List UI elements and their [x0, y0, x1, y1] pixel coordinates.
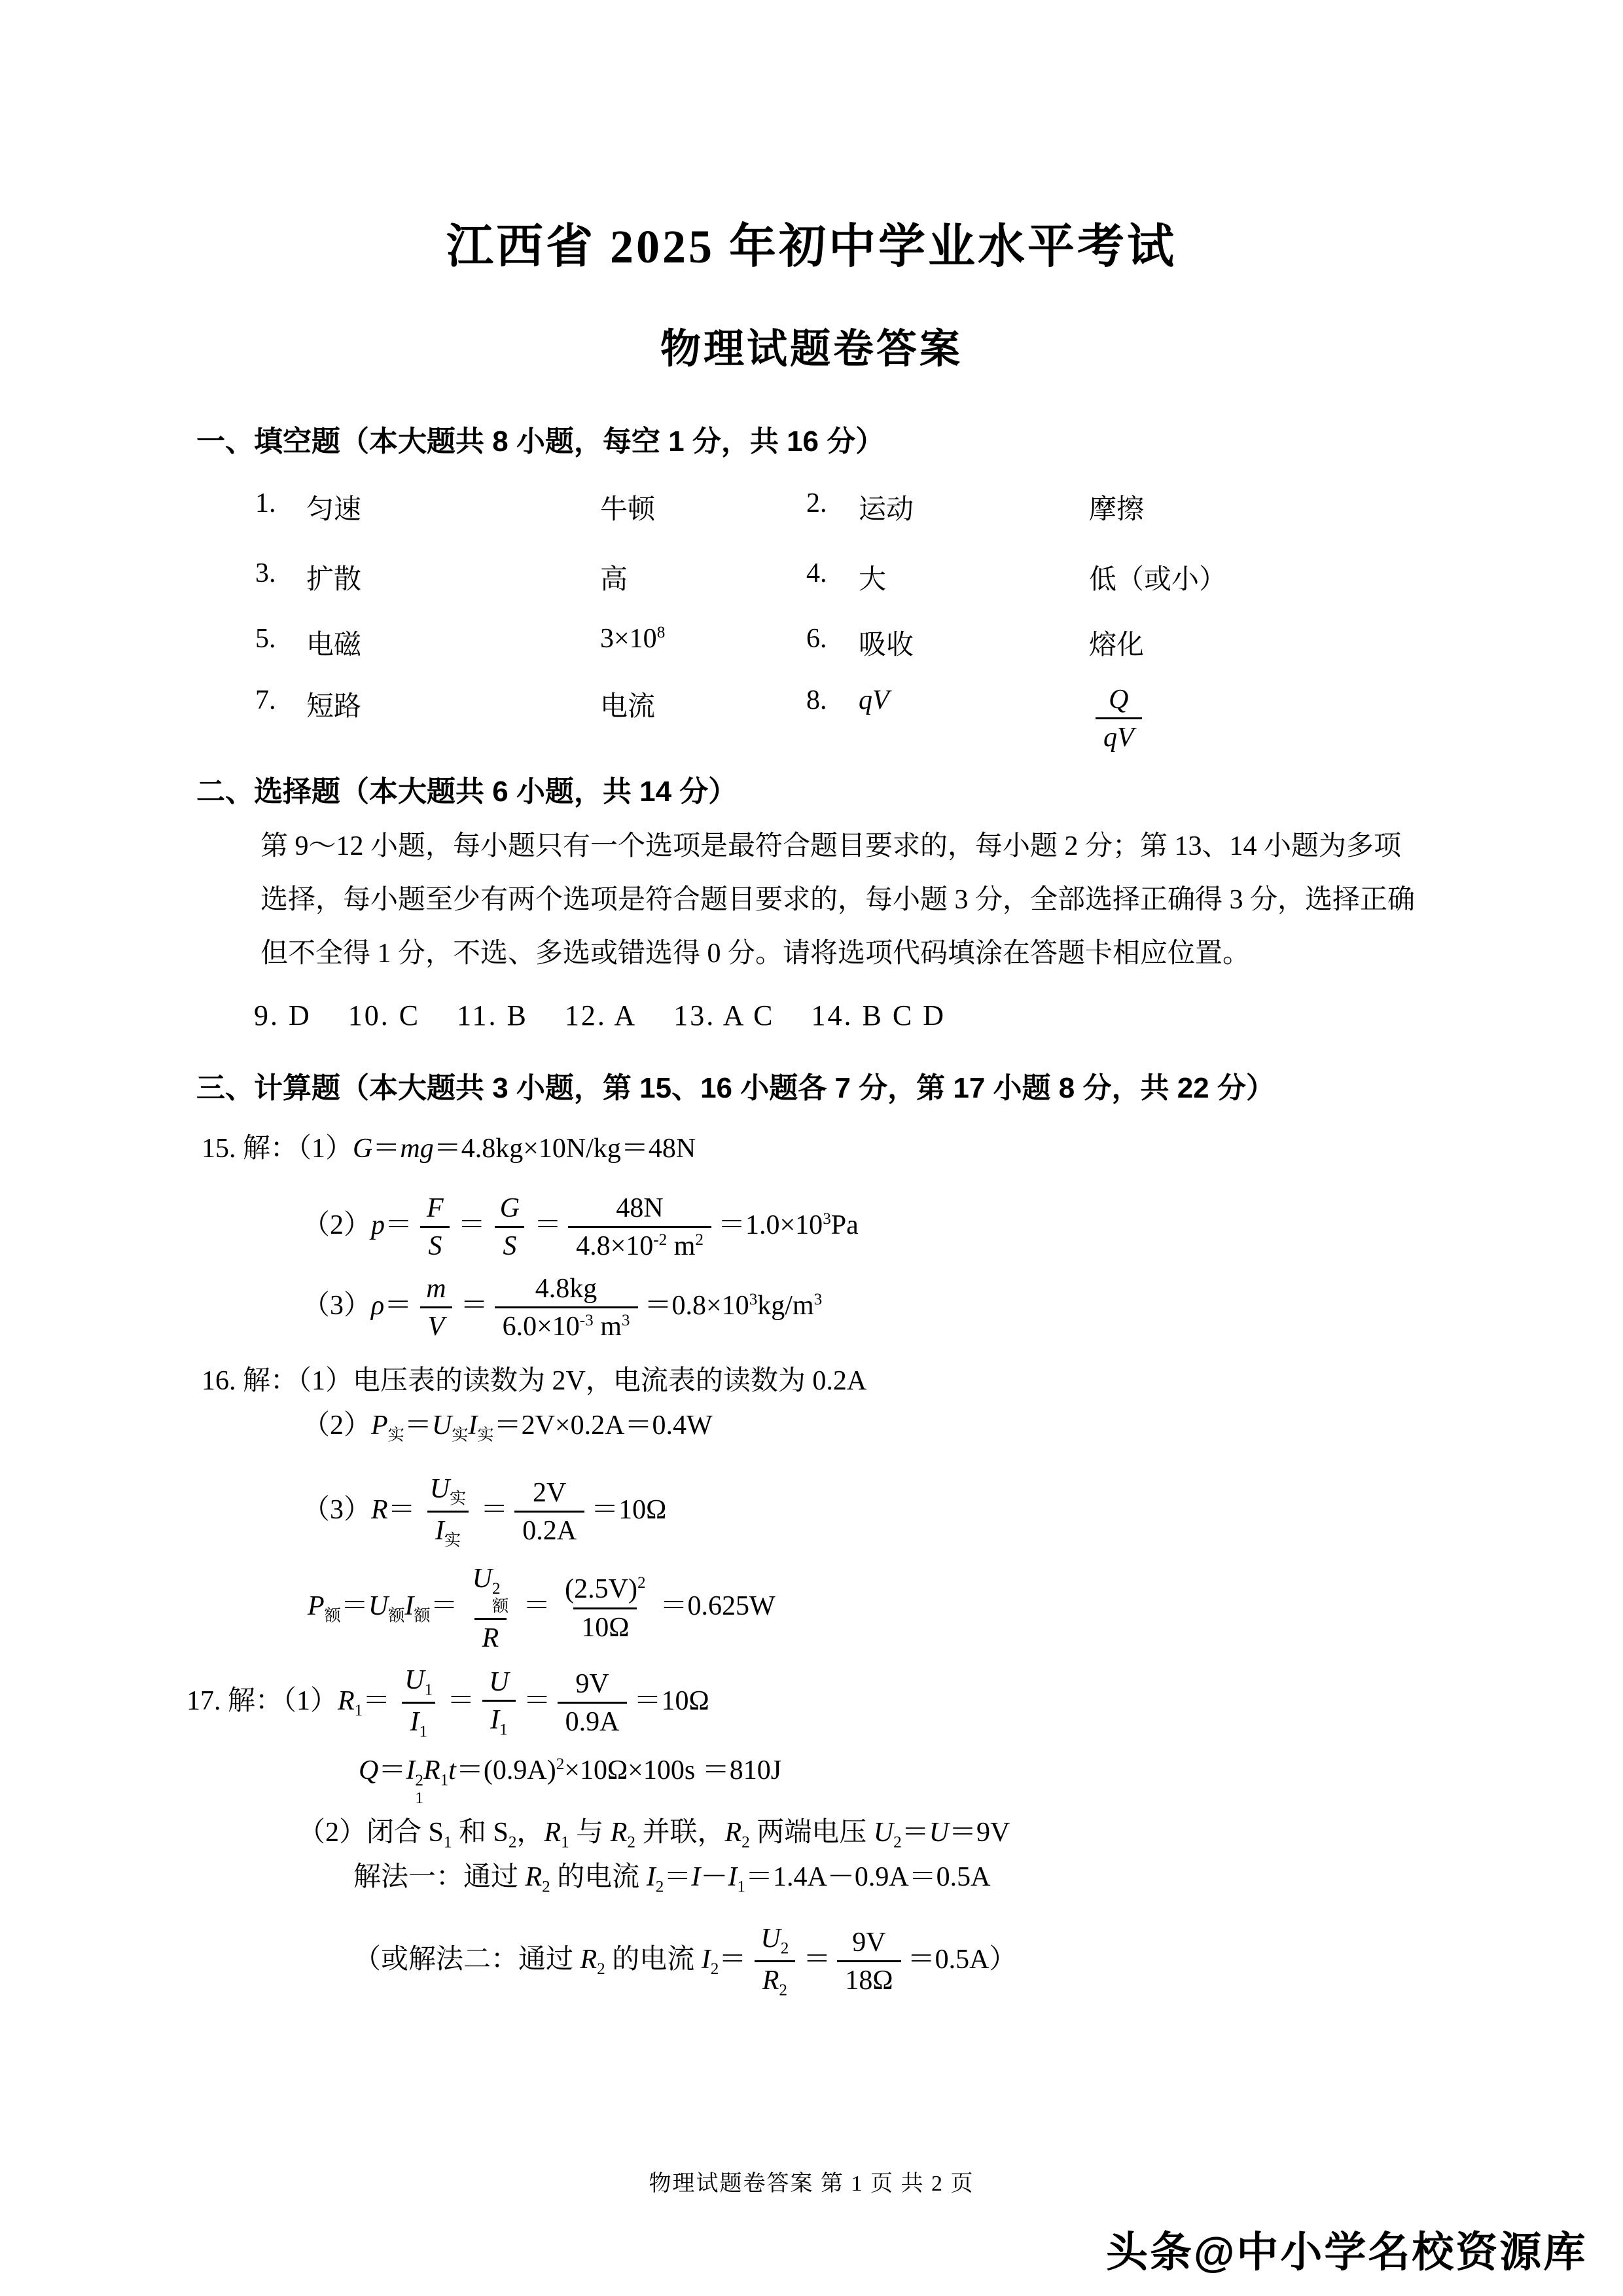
formula-segment: 低（或小） [1089, 565, 1227, 595]
formula-segment: 实 [452, 1426, 469, 1444]
formula-segment: U [431, 1410, 452, 1441]
formula-segment: 8 [656, 624, 666, 641]
formula-segment: ＝ [523, 1685, 551, 1716]
instructions-line-3: 但不全得 1 分，不选、多选或错选得 0 分。请将选项代码填涂在答题卡相应位置。 [260, 939, 1251, 969]
formula-segment: I [701, 1944, 711, 1975]
formula-segment: (2.5V) [565, 1574, 637, 1605]
formula-segment: （2） [302, 1210, 372, 1240]
formula-segment: 摩擦 [1089, 495, 1145, 525]
section-2-instructions [260, 819, 1438, 980]
question-1-answer-2 [600, 488, 655, 527]
question-3-answer-1 [306, 558, 361, 597]
formula-segment: 2 [655, 1878, 664, 1896]
formula-segment: U [929, 1818, 950, 1848]
formula-segment: ＝ [803, 1944, 831, 1975]
formula-segment: 两端电压 [749, 1818, 874, 1848]
formula-segment: I [406, 1755, 416, 1785]
formula-segment: ＝ [460, 1290, 488, 1321]
question-6-answer-2 [1089, 623, 1144, 662]
formula-segment: R [610, 1818, 628, 1848]
formula-segment: U [873, 1818, 894, 1848]
formula-segment: （2） [302, 1410, 372, 1441]
formula-segment: 2 [627, 1833, 635, 1852]
formula-segment: （3） [302, 1290, 372, 1321]
formula-segment: 16. 解：（1）电压表的读数为 2V，电流表的读数为 0.2A [202, 1366, 867, 1396]
section-3-heading: 三、计算题（本大题共 3 小题，第 15、16 小题各 7 分，第 17 小题 8 分，共 22 分） [196, 1072, 1275, 1104]
formula-segment: ＝(0.9A) [455, 1755, 556, 1785]
formula-segment: 48N [616, 1193, 664, 1223]
formula-segment: 牛顿 [600, 495, 656, 525]
formula-segment: 0.9A [565, 1707, 620, 1738]
formula-segment: U [429, 1474, 450, 1504]
answer-12: 12. A [564, 999, 637, 1031]
formula-segment: ＝ [385, 1210, 413, 1240]
problem-15-step-1 [202, 1132, 696, 1166]
formula-segment: Q [1109, 685, 1129, 715]
question-2-answer-1 [859, 488, 914, 527]
formula-segment: -2 [653, 1231, 668, 1249]
formula-segment: 解法一：通过 [353, 1862, 526, 1892]
formula-segment: 2 [741, 1833, 750, 1852]
fraction [422, 1474, 474, 1550]
section-1-heading: 一、填空题（本大题共 8 小题，每空 1 分，共 16 分） [196, 425, 885, 457]
formula-segment: 9V [852, 1927, 886, 1958]
formula-segment: ＝ [372, 1134, 401, 1164]
problem-16-step-1 [202, 1364, 866, 1399]
formula-segment: ＝ [719, 1944, 747, 1975]
formula-segment: ＝ [404, 1410, 432, 1441]
formula-segment: 和 S [452, 1818, 508, 1848]
formula-segment: 实 [444, 1532, 461, 1550]
formula-segment: 2 [779, 1981, 787, 2000]
watermark: 头条@中小学名校资源库 [1106, 2229, 1588, 2276]
formula-segment: 短路 [306, 692, 362, 722]
question-7-answer-1 [306, 685, 361, 724]
formula-segment: 与 [569, 1818, 611, 1848]
formula-segment: 2 [556, 1755, 565, 1773]
formula-segment: U [760, 1924, 781, 1954]
formula-segment: 6.0×10 [502, 1312, 580, 1342]
formula-segment: kg/m [757, 1290, 814, 1321]
formula-segment: Q [359, 1755, 379, 1785]
formula-segment: 3 [813, 1290, 823, 1308]
formula-segment: ρ [371, 1290, 385, 1321]
formula-segment: （或解法二：通过 [353, 1944, 580, 1975]
page-footer: 物理试题卷答案 第 1 页 共 2 页 [649, 2172, 974, 2196]
formula-segment: ＝9V [949, 1818, 1010, 1848]
answer-9: 9. D [254, 999, 312, 1031]
formula-segment: ＝0.8×10 [644, 1290, 749, 1321]
formula-segment: 的电流 [605, 1944, 702, 1975]
fraction [397, 1665, 440, 1741]
formula-segment: qV [1103, 723, 1134, 753]
question-5-answer-2 [600, 623, 665, 655]
question-5-number: 5. [255, 624, 276, 654]
formula-segment: U [489, 1666, 509, 1697]
question-4-number: 4. [806, 558, 827, 588]
question-1-answer-1 [306, 488, 361, 527]
question-7-answer-2 [600, 685, 655, 724]
fraction [568, 1193, 711, 1261]
formula-segment: 9V [575, 1668, 609, 1699]
formula-segment: I [728, 1862, 738, 1892]
fraction [465, 1564, 517, 1653]
formula-segment: ＝ [378, 1755, 406, 1785]
formula-segment: R [482, 1623, 499, 1653]
fraction [495, 1274, 638, 1342]
formula-segment: t [448, 1755, 456, 1785]
formula-segment: 1 [443, 1833, 452, 1852]
formula-segment: ＝4.8kg×10N/kg＝48N [433, 1134, 696, 1164]
formula-segment: 电磁 [306, 630, 362, 660]
problem-16-step-4 [308, 1564, 776, 1653]
formula-segment: 2 [542, 1878, 550, 1896]
formula-segment: S [428, 1231, 442, 1262]
fraction [753, 1924, 796, 2000]
formula-segment: V [427, 1312, 445, 1342]
formula-segment: qV [859, 685, 889, 715]
formula-segment: R [544, 1818, 562, 1848]
formula-segment: ×10Ω×100s ＝810J [564, 1755, 782, 1785]
formula-segment: ＝ [430, 1591, 458, 1622]
formula-segment: ＝1.4A－0.9A＝0.5A [745, 1862, 991, 1892]
fraction [558, 1669, 628, 1737]
formula-segment: R [423, 1755, 440, 1785]
formula-segment: 1 [424, 1681, 433, 1699]
formula-segment: ＝ [664, 1862, 692, 1892]
formula-segment: 匀速 [306, 495, 362, 525]
choice-answers-row [254, 999, 946, 1032]
problem-17-method-1 [353, 1860, 991, 1897]
question-4-answer-2 [1089, 558, 1226, 597]
formula-segment: U [404, 1665, 425, 1695]
formula-segment: I [410, 1707, 419, 1738]
fraction [418, 1274, 454, 1342]
formula-segment: p [371, 1210, 385, 1240]
formula-segment: 运动 [859, 495, 914, 525]
formula-segment: 1 [737, 1878, 745, 1896]
formula-segment: m [667, 1231, 696, 1262]
formula-segment: ， [516, 1818, 544, 1848]
question-6-answer-1 [859, 623, 914, 662]
formula-segment: ＝ [523, 1591, 551, 1622]
instructions-line-1: 第 9～12 小题，每小题只有一个选项是最符合题目要求的，每小题 2 分；第 13、14 小题为多项 [260, 831, 1402, 861]
fraction [481, 1667, 516, 1739]
formula-segment: ＝2V×0.2A＝0.4W [493, 1410, 713, 1441]
formula-segment: 18Ω [845, 1965, 893, 1996]
formula-segment: 额 [324, 1607, 341, 1625]
answer-13: 13. A C [673, 999, 775, 1031]
problem-16-step-3 [302, 1474, 666, 1550]
formula-segment: 实 [477, 1426, 494, 1444]
formula-segment: -3 [579, 1312, 594, 1330]
formula-segment: m [593, 1312, 622, 1342]
formula-segment: 3×10 [600, 624, 657, 654]
formula-segment: ＝ [447, 1685, 475, 1716]
formula-segment: R [724, 1818, 742, 1848]
question-3-answer-2 [600, 558, 628, 597]
formula-segment: m [426, 1274, 446, 1304]
problem-17-step-2 [359, 1753, 781, 1807]
problem-17-step-1 [187, 1665, 709, 1741]
fraction [1096, 685, 1142, 753]
formula-segment: 10Ω [581, 1612, 630, 1643]
problem-15-step-3 [302, 1274, 822, 1342]
formula-segment: 吸收 [859, 630, 914, 660]
formula-segment: （2）闭合 S [298, 1818, 444, 1848]
formula-segment: U [472, 1564, 492, 1594]
formula-segment: G [353, 1134, 373, 1164]
formula-segment: 实 [450, 1490, 467, 1508]
fill-row-1 [0, 488, 1623, 528]
formula-segment: ＝ [363, 1685, 391, 1716]
formula-segment: ＝10Ω [591, 1494, 667, 1525]
formula-segment: 3 [749, 1290, 758, 1308]
question-4-answer-1 [859, 558, 886, 597]
formula-segment: （3） [302, 1494, 372, 1525]
answer-14: 14. B C D [811, 999, 946, 1031]
question-8-answer-1 [859, 685, 889, 716]
sup-sub-stack: 2 额 [491, 1580, 509, 1615]
formula-segment: 17. 解：（1） [187, 1685, 338, 1716]
fraction [837, 1928, 901, 1996]
formula-segment: ＝ [387, 1494, 416, 1525]
formula-segment: 的电流 [550, 1862, 647, 1892]
page-title: 江西省 2025 年初中学业水平考试 [446, 221, 1177, 273]
question-7-number: 7. [255, 685, 276, 715]
formula-segment: 电流 [600, 692, 656, 722]
fraction [419, 1193, 452, 1261]
formula-segment: 2 [508, 1833, 517, 1852]
formula-segment: 实 [387, 1426, 404, 1444]
formula-segment: R [762, 1965, 779, 1996]
formula-segment: 4.8×10 [576, 1231, 654, 1262]
formula-segment: 并联， [635, 1818, 725, 1848]
page-subtitle: 物理试题卷答案 [660, 327, 963, 372]
formula-segment: ＝ [534, 1210, 562, 1240]
fraction [492, 1193, 527, 1261]
formula-segment: Pa [830, 1210, 859, 1240]
fraction [514, 1478, 584, 1546]
formula-segment: ＝ [340, 1591, 368, 1622]
question-8-answer-2 [1089, 685, 1149, 753]
formula-segment: 2 [597, 1960, 605, 1979]
formula-segment: 额 [388, 1607, 405, 1625]
formula-segment: ＝ [457, 1210, 486, 1240]
formula-segment: G [499, 1193, 520, 1223]
formula-segment: S [503, 1231, 517, 1262]
formula-segment: P [371, 1410, 388, 1441]
formula-segment: 扩散 [306, 565, 362, 595]
problem-17-method-2 [353, 1924, 1016, 2000]
formula-segment: 大 [859, 565, 887, 595]
formula-segment: － [700, 1862, 728, 1892]
answer-11: 11. B [457, 999, 528, 1031]
formula-segment: ＝ [384, 1290, 412, 1321]
formula-segment: R [525, 1862, 543, 1892]
formula-segment: 1 [419, 1723, 428, 1741]
formula-segment: ＝10Ω [633, 1685, 709, 1716]
formula-segment: 1 [440, 1771, 449, 1789]
formula-segment: U [368, 1591, 389, 1622]
formula-segment: 1 [561, 1833, 569, 1852]
sup-sub-stack: 2 1 [415, 1772, 423, 1807]
formula-segment: 3 [621, 1312, 630, 1330]
formula-segment: ＝0.625W [660, 1591, 776, 1622]
question-5-answer-1 [306, 623, 361, 662]
formula-segment: 2 [695, 1231, 704, 1249]
formula-segment: R [371, 1494, 388, 1525]
formula-segment: 2 [893, 1833, 902, 1852]
formula-segment: 2 [780, 1939, 789, 1958]
formula-segment: I [404, 1591, 414, 1622]
question-1-number: 1. [255, 488, 276, 518]
fill-row-3 [0, 623, 1623, 664]
question-2-answer-2 [1089, 488, 1144, 527]
fraction [557, 1574, 653, 1642]
formula-segment: 1 [354, 1702, 363, 1720]
formula-segment: ＝0.5A） [907, 1944, 1017, 1975]
fill-row-2 [0, 558, 1623, 598]
formula-segment: I [490, 1705, 500, 1736]
formula-segment: R [580, 1944, 597, 1975]
section-2-heading: 二、选择题（本大题共 6 小题，共 14 分） [196, 776, 738, 808]
question-8-number: 8. [806, 685, 827, 715]
formula-segment: I [646, 1862, 656, 1892]
problem-15-step-2 [302, 1193, 859, 1261]
formula-segment: 1 [499, 1721, 508, 1739]
formula-segment: ＝ [901, 1818, 929, 1848]
formula-segment: 0.2A [522, 1516, 577, 1547]
formula-segment: 4.8kg [535, 1274, 597, 1304]
problem-16-step-2 [302, 1408, 713, 1446]
formula-segment: I [691, 1862, 701, 1892]
answer-10: 10. C [348, 999, 421, 1031]
question-2-number: 2. [806, 488, 827, 518]
formula-segment: ＝ [480, 1494, 508, 1525]
formula-segment: 高 [600, 565, 628, 595]
formula-segment: R [338, 1685, 355, 1716]
fill-row-4 [0, 685, 1623, 753]
formula-segment: ＝1.0×10 [718, 1210, 823, 1240]
question-6-number: 6. [806, 624, 827, 654]
formula-segment: F [427, 1193, 444, 1223]
formula-segment: P [308, 1591, 325, 1622]
instructions-line-2: 选择，每小题至少有两个选项是符合题目要求的，每小题 3 分，全部选择正确得 3 分，选择正确 [260, 885, 1416, 915]
formula-segment: 2 [710, 1960, 719, 1979]
question-3-number: 3. [255, 558, 276, 588]
formula-segment: 额 [414, 1607, 431, 1625]
formula-segment: 15. 解：（1） [202, 1134, 353, 1164]
formula-segment: mg [400, 1134, 434, 1164]
formula-segment: 熔化 [1089, 630, 1145, 660]
formula-segment: 3 [823, 1210, 831, 1228]
formula-segment: 2V [532, 1477, 567, 1508]
formula-segment: I [435, 1516, 444, 1547]
problem-17-step-3 [298, 1816, 1010, 1853]
formula-segment: 2 [637, 1574, 646, 1592]
formula-segment: I [468, 1410, 478, 1441]
